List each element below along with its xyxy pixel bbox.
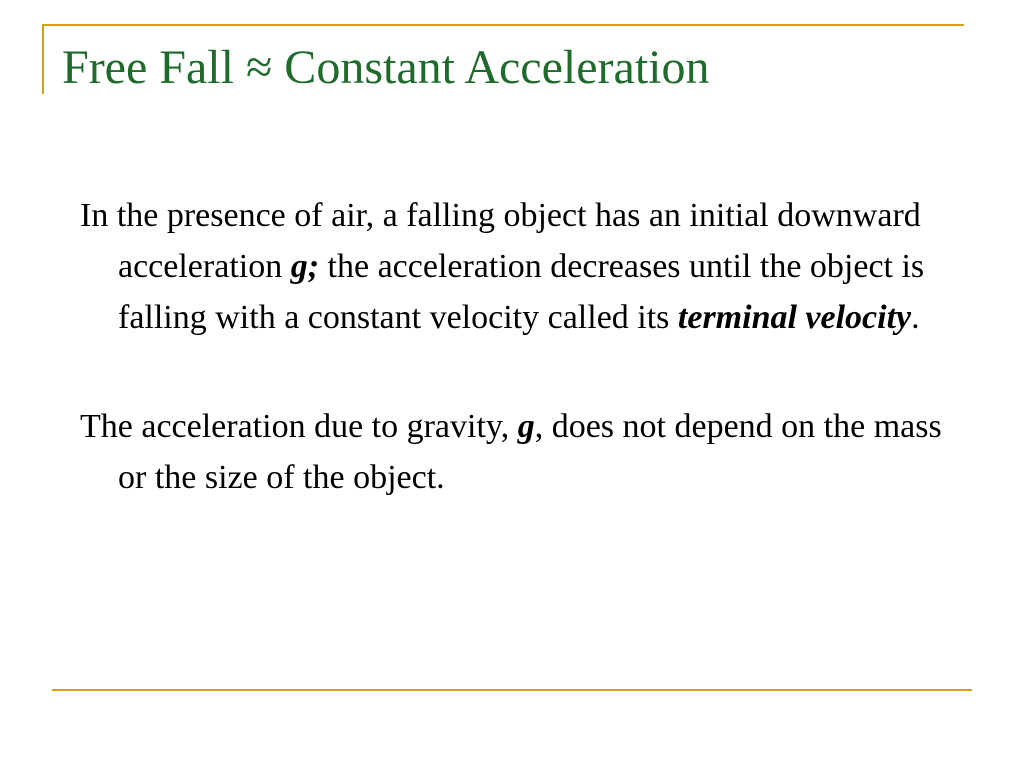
g-symbol: g;	[290, 248, 320, 285]
frame-left-rule	[42, 24, 44, 94]
slide-title: Free Fall ≈ Constant Acceleration	[62, 41, 710, 94]
paragraph-text: .	[911, 299, 920, 336]
paragraph-terminal-velocity	[80, 190, 960, 343]
slide-body	[80, 190, 960, 561]
frame-bottom-rule	[52, 689, 972, 691]
paragraph-gravity	[80, 401, 960, 503]
paragraph-text: , does not depend on the mass or the size of the object.	[118, 408, 942, 496]
g-symbol: g	[517, 408, 535, 445]
paragraph-text: In the presence of air, a falling object has an initial downward acceleration	[80, 197, 921, 285]
paragraph-text: The acceleration due to gravity,	[80, 408, 518, 445]
paragraph-text: the acceleration decreases until the object is falling with a constant velocity called its	[118, 248, 925, 336]
frame-top-rule	[42, 24, 964, 26]
terminal-velocity-term: terminal velocity	[677, 299, 912, 336]
